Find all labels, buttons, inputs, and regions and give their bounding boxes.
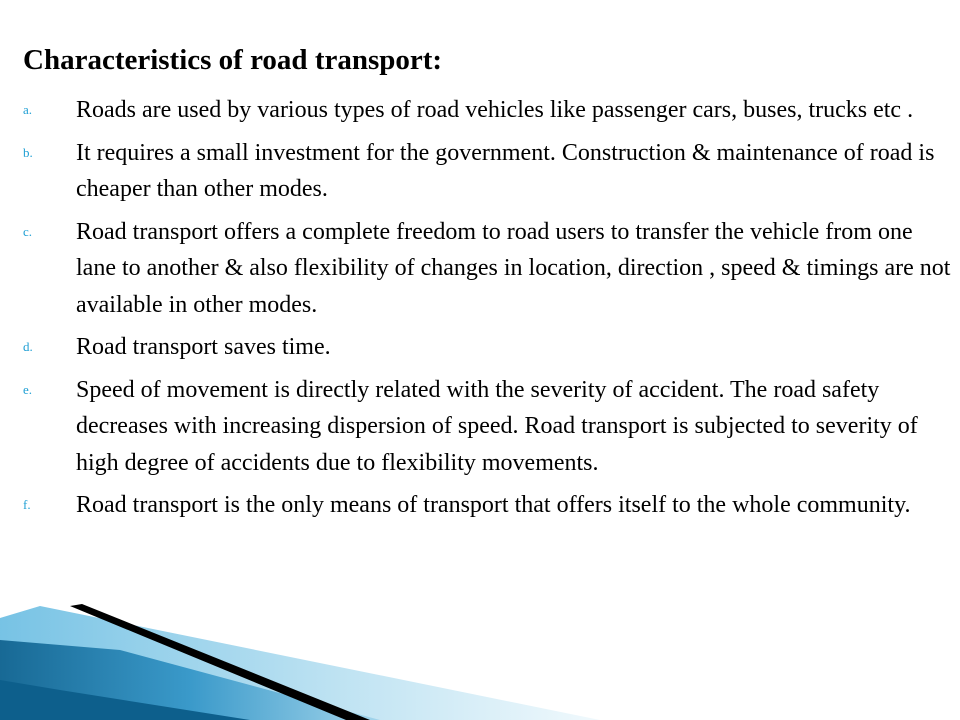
list-marker: d. — [23, 339, 33, 354]
list-item-text: Speed of movement is directly related with the severity of accident. The road safety decreases with increasing dispersion of speed. Road transport is subjected to severity of high degree of accidents due to flexibility movements. — [76, 376, 918, 476]
slide-title: Characteristics of road transport: — [23, 44, 443, 76]
list-item-text: It requires a small investment for the government. Construction & maintenance of road is cheaper than other modes. — [76, 139, 935, 202]
list-item-text: Road transport offers a complete freedom to road users to transfer the vehicle from one lane to another & also flexibility of changes in location, direction , speed & timings are not available in other modes. — [76, 218, 951, 318]
list-item — [23, 135, 953, 208]
list-item-text: Road transport is the only means of transport that offers itself to the whole community. — [76, 492, 911, 518]
list-marker: b. — [23, 144, 33, 160]
list-marker: c. — [23, 223, 33, 239]
list-marker: a. — [23, 102, 33, 117]
list-item-text: Road transport saves time. — [76, 334, 331, 360]
list-marker: e. — [23, 381, 33, 397]
list-marker: f. — [23, 497, 31, 512]
ribbon-black-stroke — [70, 604, 370, 720]
characteristics-list — [23, 92, 953, 530]
list-item — [23, 92, 953, 129]
ribbon-light-band — [0, 606, 600, 720]
list-item-text: Roads are used by various types of road vehicles like passenger cars, buses, trucks etc . — [76, 97, 914, 123]
list-item — [23, 372, 953, 482]
list-item — [23, 214, 953, 324]
ribbon-mid-band — [0, 640, 380, 720]
ribbon-dark-band — [0, 680, 250, 720]
list-item — [23, 487, 953, 524]
list-item — [23, 329, 953, 366]
